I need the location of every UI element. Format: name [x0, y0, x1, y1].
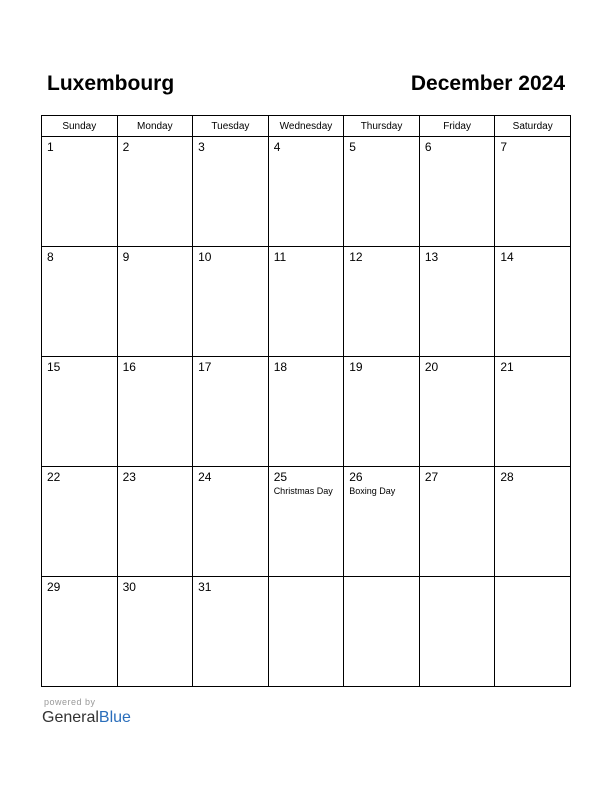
holiday-label [193, 264, 268, 265]
weekday-header-saturday: Saturday [495, 116, 571, 137]
day-number: 17 [198, 360, 212, 374]
holiday-label [193, 484, 268, 485]
week-row [42, 357, 571, 467]
day-cell [495, 467, 571, 577]
day-cell [268, 357, 344, 467]
day-cell [344, 247, 420, 357]
day-cell [117, 577, 193, 687]
day-number: 21 [500, 360, 514, 374]
day-number: 29 [47, 580, 61, 594]
calendar-grid [41, 115, 571, 687]
day-number: 22 [47, 470, 61, 484]
holiday-label [118, 264, 193, 265]
day-cell [268, 247, 344, 357]
weekday-header-thursday: Thursday [344, 116, 420, 137]
day-cell [42, 247, 118, 357]
day-cell [419, 357, 495, 467]
day-cell [193, 247, 269, 357]
day-number: 5 [349, 140, 356, 154]
day-number: 31 [198, 580, 212, 594]
powered-by-label: powered by [44, 697, 96, 707]
day-number: 19 [349, 360, 363, 374]
holiday-label [495, 484, 570, 485]
holiday-label [193, 594, 268, 595]
holiday-label [495, 154, 570, 155]
day-number: 30 [122, 580, 136, 594]
day-cell [117, 137, 193, 247]
holiday-label [344, 154, 419, 155]
day-number: 1 [47, 140, 54, 154]
day-cell [419, 137, 495, 247]
holiday-label [118, 594, 193, 595]
day-cell [42, 137, 118, 247]
holiday-label [269, 154, 344, 155]
holiday-label [269, 374, 344, 375]
holiday-label [495, 264, 570, 265]
day-number: 25 [273, 470, 288, 484]
holiday-label [420, 484, 495, 485]
day-number: 26 [349, 470, 363, 484]
day-number [495, 577, 570, 580]
day-number: 28 [500, 470, 514, 484]
day-number: 8 [47, 250, 54, 264]
day-number [269, 577, 344, 580]
day-cell [117, 247, 193, 357]
day-number: 20 [424, 360, 439, 374]
holiday-label [193, 154, 268, 155]
empty-day-cell [268, 577, 344, 687]
day-number: 27 [424, 470, 439, 484]
day-cell [344, 467, 420, 577]
day-number: 16 [122, 360, 136, 374]
day-number: 18 [273, 360, 288, 374]
day-number: 13 [424, 250, 439, 264]
day-cell [193, 137, 269, 247]
week-row [42, 467, 571, 577]
holiday-label [193, 374, 268, 375]
day-cell [344, 137, 420, 247]
weekday-header-sunday: Sunday [42, 116, 118, 137]
weekday-header-monday: Monday [117, 116, 193, 137]
week-row [42, 247, 571, 357]
weekday-header-row [42, 116, 571, 137]
holiday-label [344, 374, 419, 375]
day-number: 3 [198, 140, 205, 154]
day-cell [495, 357, 571, 467]
holiday-label [42, 154, 117, 155]
day-number: 2 [122, 140, 130, 154]
day-number: 4 [273, 140, 281, 154]
holiday-label [42, 374, 117, 375]
week-row [42, 137, 571, 247]
empty-day-cell [419, 577, 495, 687]
day-cell [42, 467, 118, 577]
day-number: 15 [47, 360, 61, 374]
day-cell [42, 357, 118, 467]
day-number: 6 [424, 140, 432, 154]
weekday-header-tuesday: Tuesday [193, 116, 269, 137]
holiday-label [42, 484, 117, 485]
day-cell [419, 467, 495, 577]
day-number: 9 [122, 250, 130, 264]
day-cell [193, 357, 269, 467]
holiday-label [344, 264, 419, 265]
day-cell [268, 137, 344, 247]
day-cell [268, 467, 344, 577]
holiday-label [420, 154, 495, 155]
day-cell [495, 247, 571, 357]
day-cell [193, 467, 269, 577]
day-number: 10 [198, 250, 212, 264]
day-number [344, 577, 419, 580]
week-row [42, 577, 571, 687]
holiday-label [118, 484, 193, 485]
holiday-label [42, 264, 117, 265]
day-number: 12 [349, 250, 363, 264]
empty-day-cell [344, 577, 420, 687]
day-number: 23 [122, 470, 136, 484]
empty-day-cell [495, 577, 571, 687]
holiday-label [420, 374, 495, 375]
holiday-label-boxing-day: Boxing Day [349, 486, 396, 496]
day-cell [117, 467, 193, 577]
day-number [420, 577, 495, 580]
calendar-country-title: Luxembourg [47, 72, 175, 95]
holiday-label [269, 264, 344, 265]
holiday-label [118, 154, 193, 155]
day-cell [495, 137, 571, 247]
weekday-header-friday: Friday [419, 116, 495, 137]
holiday-label-christmas: Christmas Day [273, 486, 333, 496]
holiday-label [118, 374, 193, 375]
day-number: 24 [198, 470, 212, 484]
holiday-label [420, 264, 495, 265]
day-number: 7 [500, 140, 508, 154]
day-cell [42, 577, 118, 687]
brand-blue-text: Blue [98, 709, 131, 726]
brand-general-text: General [42, 709, 99, 726]
weekday-header-wednesday: Wednesday [268, 116, 344, 137]
day-number: 11 [273, 250, 287, 264]
day-number: 14 [500, 250, 514, 264]
day-cell [117, 357, 193, 467]
day-cell [193, 577, 269, 687]
holiday-label [42, 594, 117, 595]
day-cell [344, 357, 420, 467]
generalblue-logo[interactable] [42, 708, 131, 728]
day-cell [419, 247, 495, 357]
holiday-label [495, 374, 570, 375]
calendar-month-title: December 2024 [410, 72, 565, 95]
